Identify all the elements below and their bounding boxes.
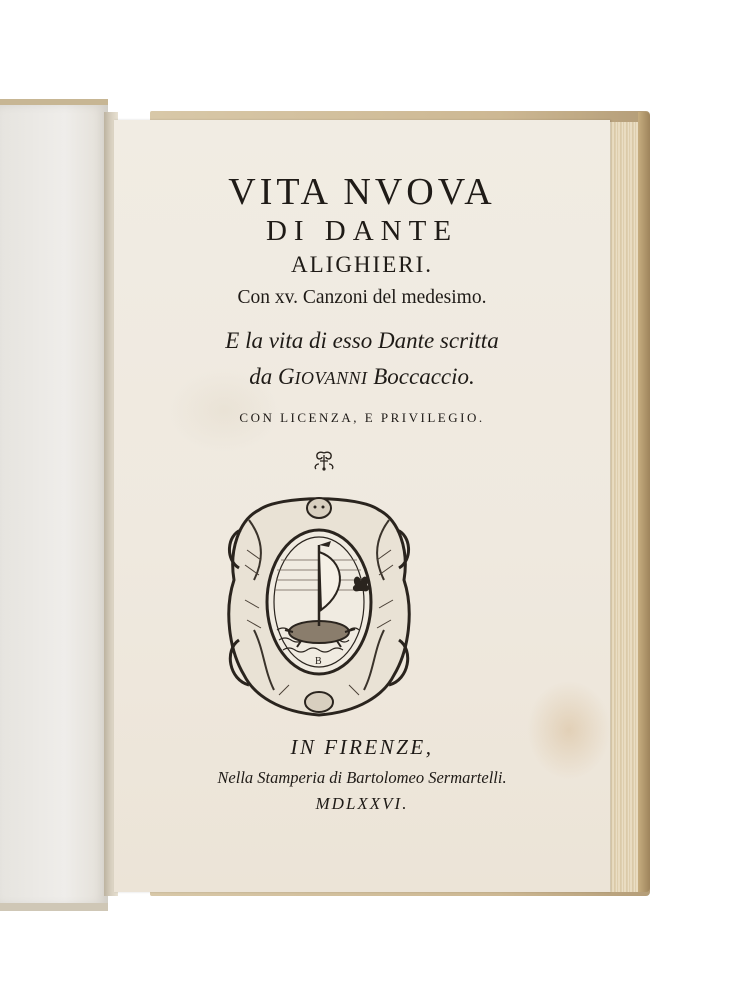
printers-device-icon [219, 490, 419, 720]
subtitle-vita: E la vita di esso Dante scritta [225, 328, 499, 353]
cover-top-edge [0, 99, 108, 105]
right-board [638, 112, 650, 892]
title-line-2: DI DANTE [265, 215, 459, 247]
left-flyleaf [0, 103, 108, 905]
title-line-3: ALIGHIERI. [291, 252, 433, 277]
fleuron-icon [310, 450, 338, 472]
subtitle-canzoni: Con xv. Canzoni del medesimo. [237, 287, 487, 308]
cover-bottom-edge [0, 903, 108, 911]
author-first-name: IOVANNI [294, 368, 368, 388]
imprint-year: MDLXXVI. [315, 794, 409, 813]
title-line-1: VITA NVOVA [228, 171, 496, 213]
imprint-printer: Nella Stamperia di Bartolomeo Sermartelli. [217, 768, 507, 787]
subtitle-author [114, 364, 610, 390]
author-last-name: Boccaccio. [367, 364, 475, 389]
imprint-city: IN FIRENZE, [290, 735, 434, 759]
author-prefix: da [249, 364, 278, 389]
title-page [114, 120, 610, 892]
svg-text:B: B [315, 656, 322, 667]
license-line: CON LICENZA, E PRIVILEGIO. [239, 410, 485, 425]
author-initial: G [277, 364, 295, 389]
